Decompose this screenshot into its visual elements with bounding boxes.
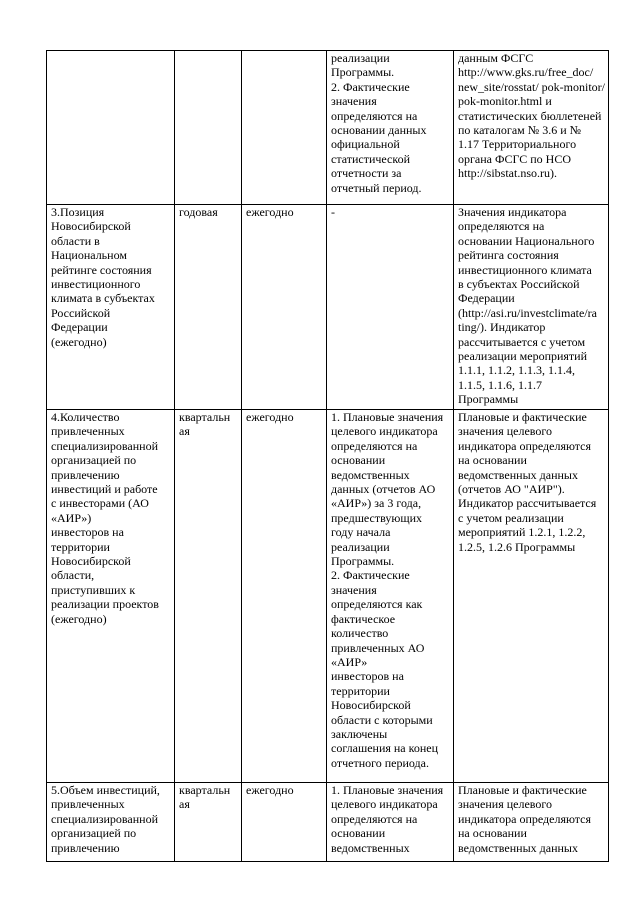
table-row <box>47 410 609 783</box>
source-cell: Плановые и фактические значения целевого индикатора определяются на основании ведомственных данных <box>454 783 609 862</box>
source-cell: данным ФСГС http://www.gks.ru/free_doc/ new_site/rosstat/ pok-monitor/ pok-monitor.html и статистических бюллетеней по каталогам № 3.6 и № 1.17 Территориального органа ФСГС по НСО http://sibstat.nso.ru). <box>454 51 609 205</box>
frequency-cell <box>242 51 327 205</box>
indicator-cell: 4.Количество привлеченных специализированной организацией по привлечению инвестиций и работе с инвесторами (АО «АИР») инвесторов на территории Новосибирской области, приступивших к реализации проектов (ежегодно) <box>47 410 175 783</box>
periodicity-cell <box>175 51 242 205</box>
frequency-cell: ежегодно <box>242 205 327 410</box>
table-row <box>47 51 609 205</box>
method-cell: 1. Плановые значения целевого индикатора определяются на основании ведомственных данных (отчетов АО «АИР») за 3 года, предшествующих году начала реализации Программы. 2. Фактические значения определяются как фактическое количество привлеченных АО «АИР» инвесторов на территории Новосибирской области с которыми заключены соглашения на конец отчетного периода. <box>327 410 454 783</box>
method-cell: 1. Плановые значения целевого индикатора определяются на основании ведомственных <box>327 783 454 862</box>
table-row <box>47 205 609 410</box>
periodicity-cell: годовая <box>175 205 242 410</box>
indicators-table <box>46 50 609 862</box>
method-cell: - <box>327 205 454 410</box>
table-row <box>47 783 609 862</box>
indicator-cell: 3.Позиция Новосибирской области в Национальном рейтинге состояния инвестиционного климата в субъектах Российской Федерации (ежегодно) <box>47 205 175 410</box>
indicator-cell <box>47 51 175 205</box>
frequency-cell: ежегодно <box>242 783 327 862</box>
method-cell: реализации Программы. 2. Фактические значения определяются на основании данных официальной статистической отчетности за отчетный период. <box>327 51 454 205</box>
frequency-cell: ежегодно <box>242 410 327 783</box>
source-cell: Значения индикатора определяются на основании Национального рейтинга состояния инвестиционного климата в субъектах Российской Федерации (http://asi.ru/investclimate/ra ting/). Индикатор рассчитывается с учетом реализации мероприятий 1.1.1, 1.1.2, 1.1.3, 1.1.4, 1.1.5, 1.1.6, 1.1.7 Программы <box>454 205 609 410</box>
periodicity-cell: квартальн ая <box>175 783 242 862</box>
periodicity-cell: квартальн ая <box>175 410 242 783</box>
indicator-cell: 5.Объем инвестиций, привлеченных специализированной организацией по привлечению <box>47 783 175 862</box>
source-cell: Плановые и фактические значения целевого индикатора определяются на основании ведомственных данных (отчетов АО "АИР"). Индикатор рассчитывается с учетом реализации мероприятий 1.2.1, 1.2.2, 1.2.5, 1.2.6 Программы <box>454 410 609 783</box>
